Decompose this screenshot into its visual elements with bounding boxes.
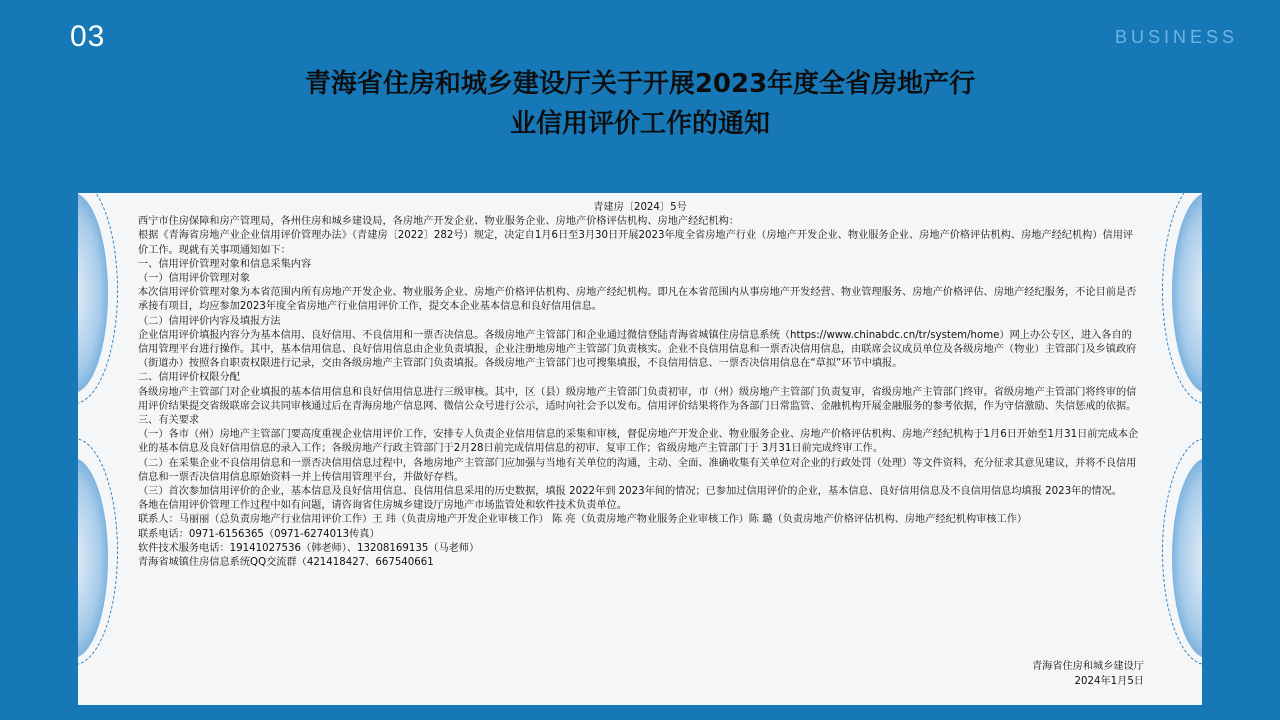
signature-date: 2024年1月5日 xyxy=(1074,675,1144,687)
decoration-left-bottom-ring xyxy=(78,438,118,665)
document-line: 青海省城镇住房信息系统QQ交流群（421418427、667540661 xyxy=(138,557,434,569)
document-line: （一）信用评价管理对象 xyxy=(138,273,251,285)
decoration-right-top-ring xyxy=(1162,193,1202,404)
document-line: （一）各市（州）房地产主管部门要高度重视企业信用评价工作，安排专人负责企业信用信息的采集和审核，督促房地产开发企业、物业服务企业、房地产价格评估机构、房地产经纪机构于1月6日开始至1月31日前完成本企业的基本信息及良好信用信息的录入工作；各级房地产行政主管部门于2月28日前完成信用信息的初审、复审工作；省级房地产主管部门于 3月31日前完成终审工作。 xyxy=(138,429,1139,455)
document-line: （二）信用评价内容及填报方法 xyxy=(138,315,281,327)
document-line: （二）在采集企业不良信用信息和一票否决信用信息过程中，各地房地产主管部门应加强与当地有关单位的沟通，主动、全面、准确收集有关单位对企业的行政处罚（处理）等文件资料，充分征求其意见建议，并将不良信用信息和一票否决信用信息原始资料一并上传信用管理平台，并做好存档。 xyxy=(138,457,1137,483)
title-line: 业信用评价工作的通知 xyxy=(509,109,770,139)
document-line: 企业信用评价填报内容分为基本信用、良好信用、不良信用和一票否决信息。各级房地产主管部门和企业通过微信登陆青海省城镇住房信息系统（https://www.chinabdc.cn/tr/system/home）网上办公专区，进入各自的信用管理平台进行操作。其中，基本信用信息、良好信用信息由企业负责填报，企业注册地房地产主管部门负责核实。企业不良信用信息和一票否决信用信息，由联席会议成员单位及各级房地产（物业）主管部门及乡镇政府（街道办）按照各自职责权限进行记录，交由各级房地产主管部门负责填报。各级房地产主管部门也可搜集填报，不良信用信息、一票否决信用信息在“草拟”环节中填报。 xyxy=(138,329,1137,370)
document-line: 二、信用评价权限分配 xyxy=(138,372,240,384)
document-line: 一、信用评价管理对象和信息采集内容 xyxy=(138,258,312,270)
signature-block xyxy=(1032,660,1144,689)
page-title xyxy=(0,64,1280,144)
document-line: 各地在信用评价管理工作过程中如有问题，请咨询省住房城乡建设厅房地产市场监管处和软件技术负责单位。 xyxy=(138,500,627,512)
document-line: 联系电话：0971-6156365（0971-6274013传真） xyxy=(138,528,380,540)
title-line: 青海省住房和城乡建设厅关于开展2023年度全省房地产行 xyxy=(304,69,976,99)
decoration-left-top-ring xyxy=(78,193,118,404)
brand-label: BUSINESS xyxy=(1114,27,1238,47)
document-body xyxy=(138,201,1142,570)
decoration-right-bottom-ring xyxy=(1162,438,1202,665)
document-line: （三）首次参加信用评价的企业，基本信息及良好信用信息、良信用信息采用的历史数据，填报 2022年到 2023年间的情况；已参加过信用评价的企业，基本信息、良好信用信息及不良信用信息均填报 2023年的情况。 xyxy=(138,486,1122,498)
document-line: 三、有关要求 xyxy=(138,415,200,427)
document-line: 西宁市住房保障和房产管理局，各州住房和城乡建设局，各房地产开发企业、物业服务企业、房地产价格评估机构、房地产经纪机构： xyxy=(138,216,740,228)
signature-org: 青海省住房和城乡建设厅 xyxy=(1031,661,1144,672)
document-line: 本次信用评价管理对象为本省范围内所有房地产开发企业、物业服务企业、房地产价格评估机构、房地产经纪机构。即凡在本省范围内从事房地产开发经营、物业管理服务、房地产价格评估、房地产经纪服务，不论目前是否承接有项目，均应参加2023年度全省房地产行业信用评价工作，提交本企业基本信息和良好信用信息。 xyxy=(138,287,1137,313)
document-line: 联系人：马丽丽（总负责房地产行业信用评价工作）王 玮（负责房地产开发企业审核工作） 陈 亮（负责房地产物业服务企业审核工作）陈 璐（负责房地产价格评估机构、房地产经纪机构审核工作） xyxy=(138,514,1028,526)
document-line: 根据《青海省房地产业企业信用评价管理办法》（青建房〔2022〕282号）规定，决定自1月6日至3月30日开展2023年度全省房地产行业（房地产开发企业、物业服务企业、房地产价格评估机构、房地产经纪机构）信用评价工作。现就有关事项通知如下： xyxy=(138,230,1134,256)
document-number: 青建房〔2024〕5号 xyxy=(593,202,687,213)
document-line: 各级房地产主管部门对企业填报的基本信用信息和良好信用信息进行三级审核。其中，区（县）级房地产主管部门负责初审，市（州）级房地产主管部门负责复审，省级房地产主管部门终审。省级房地产主管部门将终审的信用评价结果提交省级联席会议共同审核通过后在青海房地产信息网、微信公众号进行公示，适时向社会予以发布。信用评价结果将作为各部门日常监管、金融机构开展金融服务的参考依据，作为守信激励、失信惩戒的依据。 xyxy=(138,386,1137,412)
document-line: 软件技术服务电话：19141027536（韩老师）、13208169135（马老师） xyxy=(138,542,480,554)
slide-number: 03 xyxy=(70,20,106,53)
document-panel xyxy=(78,193,1202,705)
